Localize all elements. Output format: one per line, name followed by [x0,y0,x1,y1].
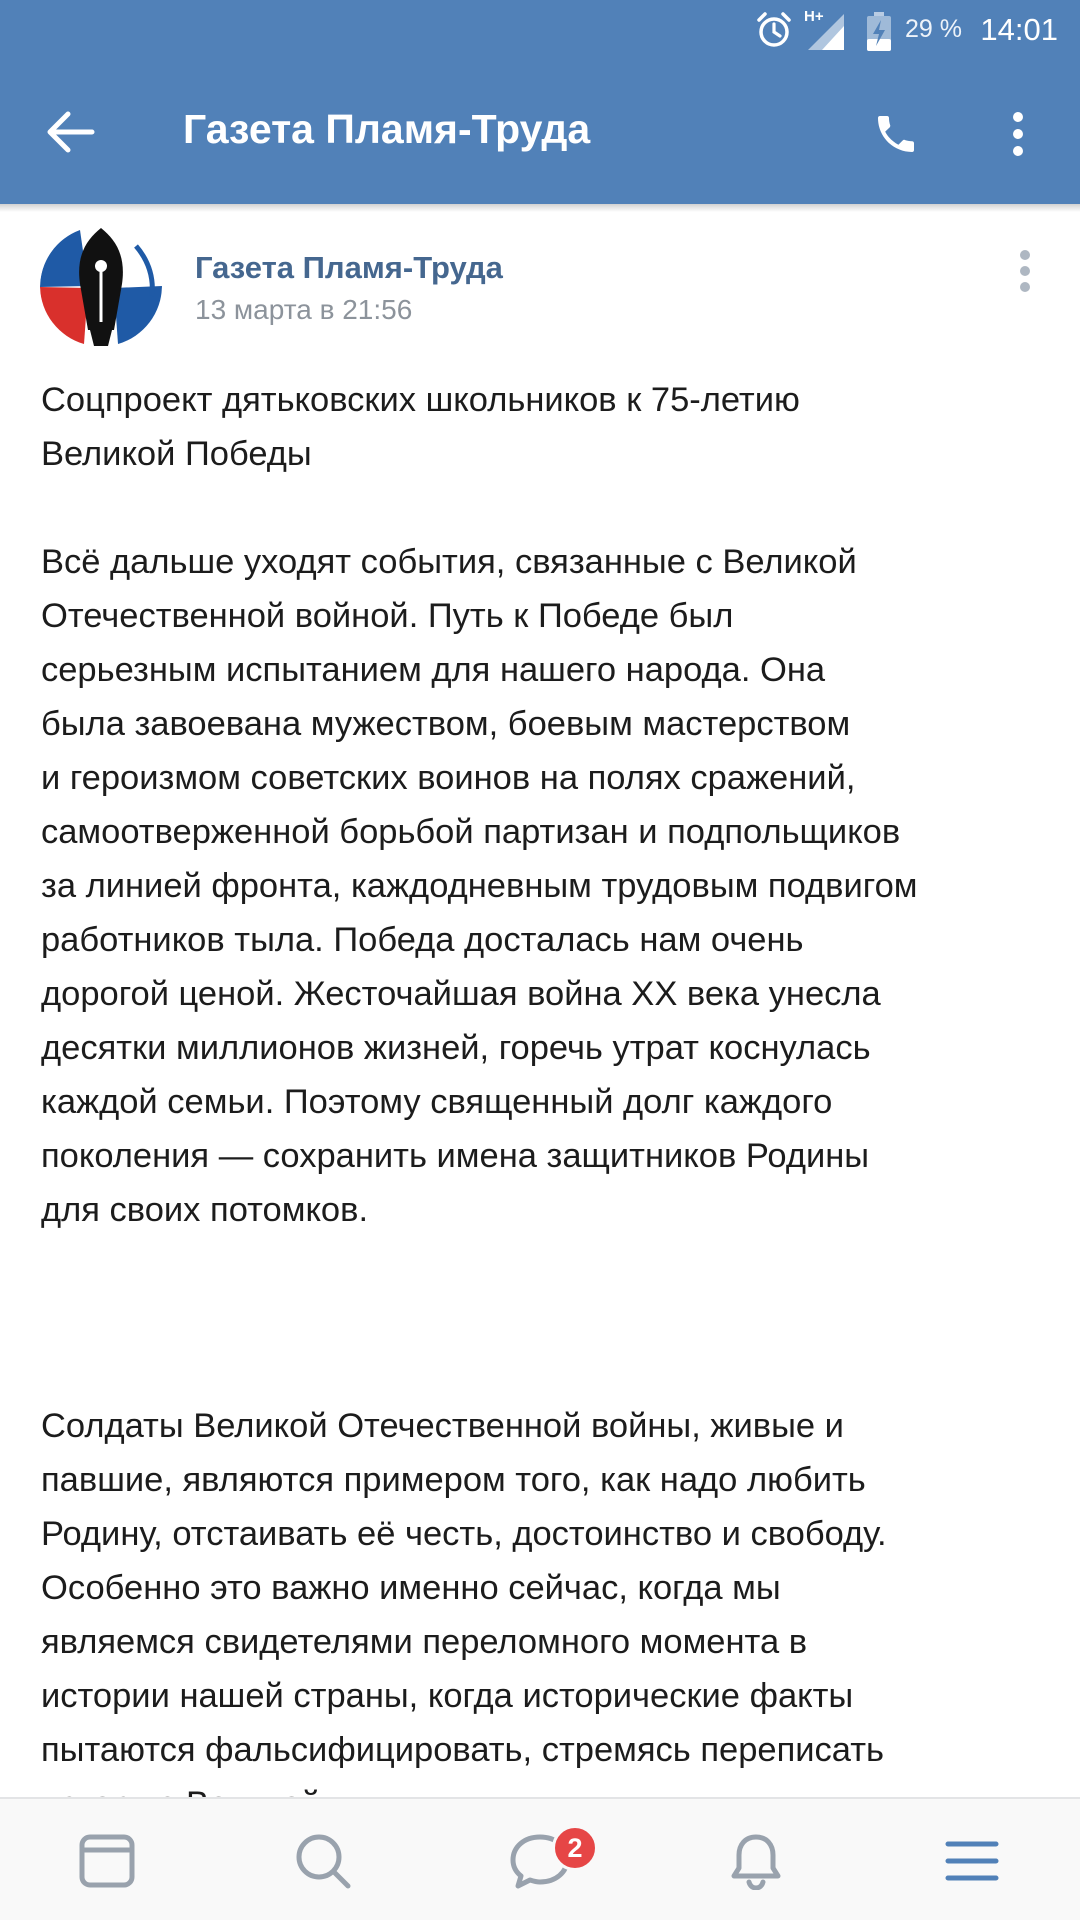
bell-icon [729,1832,783,1890]
clock: 14:01 [980,12,1058,47]
newspaper-logo-icon [40,226,162,348]
avatar[interactable] [40,226,162,348]
nav-search[interactable] [263,1799,383,1922]
header-shadow [0,204,1080,212]
post-date: 13 марта в 21:56 [195,294,413,325]
post-menu-button[interactable] [1000,236,1050,306]
header [0,0,1080,204]
post-header [0,212,1080,362]
author-name[interactable]: Газета Пламя-Труда [195,250,503,285]
arrow-left-icon [44,110,96,154]
menu-icon [945,1839,999,1883]
nav-messages[interactable] [480,1799,600,1922]
status-bar [0,0,1080,60]
more-options-button[interactable] [990,98,1046,170]
nav-notifications[interactable] [696,1799,816,1922]
battery-charging-icon [866,12,892,57]
network-type: H+ [804,8,824,25]
call-button[interactable] [860,98,932,170]
more-vertical-icon [1019,249,1031,293]
nav-news[interactable] [47,1799,167,1922]
page-title: Газета Пламя-Труда [183,106,591,152]
bottom-navigation [0,1797,1080,1920]
phone-icon [872,110,920,158]
more-vertical-icon [1012,111,1024,157]
messages-badge: 2 [552,1825,598,1871]
newsfeed-icon [79,1834,135,1888]
alarm-icon [754,10,794,55]
battery-percent: 29 % [905,15,962,43]
nav-menu[interactable] [912,1799,1032,1922]
search-icon [294,1832,352,1890]
back-button[interactable] [30,96,110,168]
app-bar [0,60,1080,204]
post-text: Соцпроект дятьковских школьников к 75-летию Великой Победы Всё дальше уходят события, связанные с Великой Отечественной войной. Путь к Победе был серьезным испытанием для нашего народа. Она была завоевана мужеством, боевым мастерством и героизмом советских воинов на полях сражений, самоотверженной борьбой партизан и подпольщиков за линией фронта, каждодневным трудовым подвигом работников тыла. Победа досталась нам очень дорогой ценой. Жесточайшая война XX века унесла десятки миллионов жизней, горечь утрат коснулась каждой семьи. Поэтому священный долг каждого поколения — сохранить имена защитников Родины для своих потомков. Солдаты Великой Отечественной войны, живые и павшие, являются примером того, как надо любить Родину, отстаивать её честь, достоинство и свободу. Особенно это важно именно сейчас, когда мы являемся свидетелями переломного момента в истории нашей страны, когда исторические факты пытаются фальсифицировать, стремясь переписать [41,381,918,1769]
